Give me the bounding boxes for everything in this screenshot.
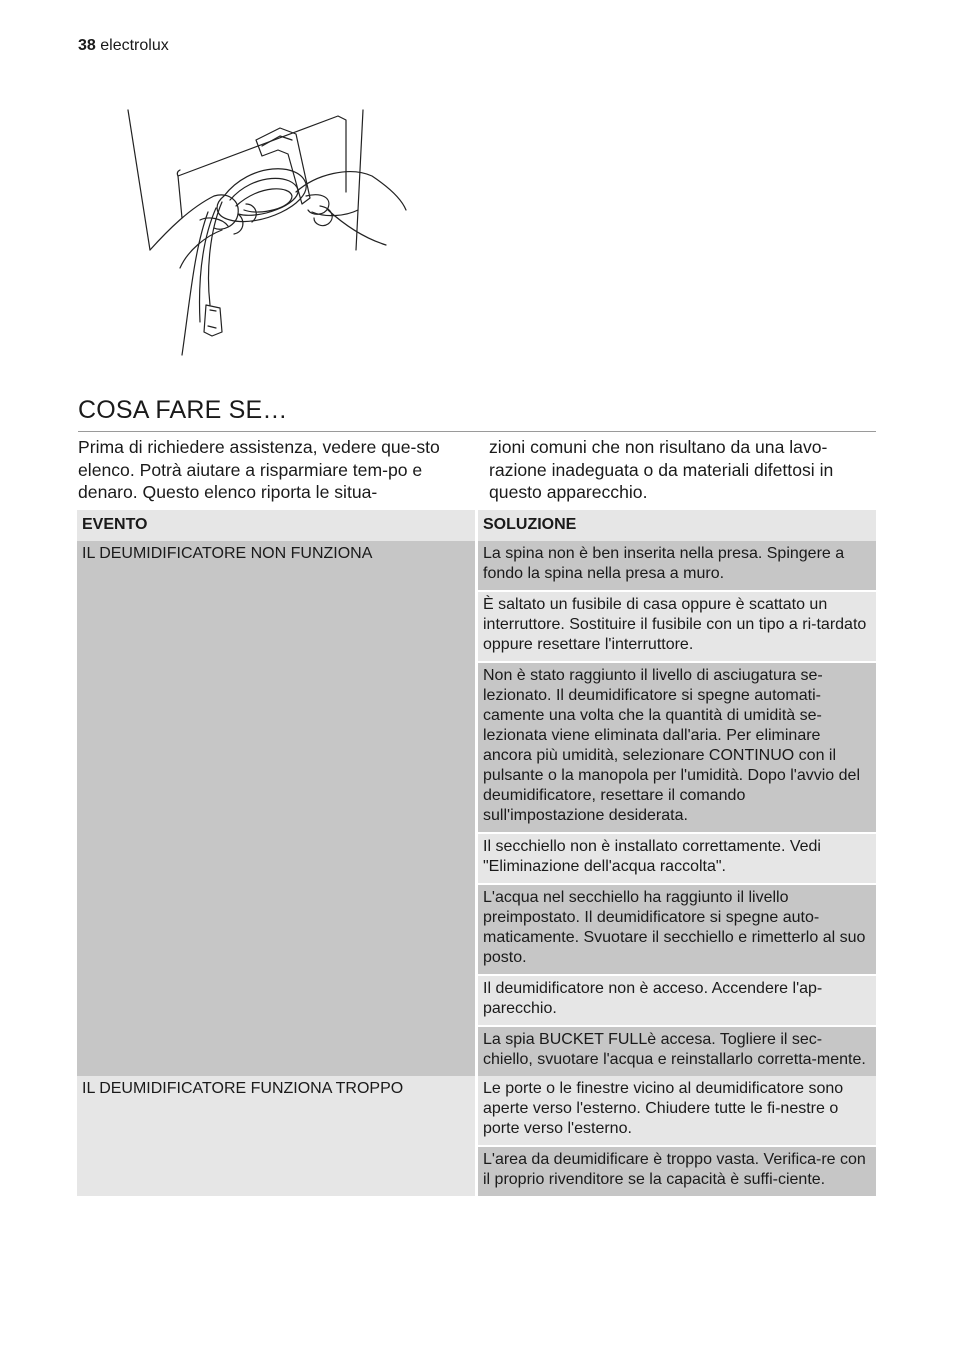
solution-cell: Il secchiello non è installato correttamente. Vedi "Eliminazione dell'acqua raccolta". xyxy=(478,832,876,883)
intro-paragraph-col1: Prima di richiedere assistenza, vedere que-sto elenco. Potrà aiutare a risparmiare tem-po e denaro. Questo elenco riporta le situa- xyxy=(78,437,440,502)
solution-cell: La spia BUCKET FULLè accesa. Togliere il sec-chiello, svuotare l'acqua e reinstallarlo corretta-mente. xyxy=(478,1025,876,1076)
table-header-row xyxy=(77,510,876,541)
solution-cell: Le porte o le finestre vicino al deumidificatore sono aperte verso l'esterno. Chiudere tutte le fi-nestre o porte verso l'esterno. xyxy=(478,1076,876,1145)
troubleshooting-table xyxy=(77,510,876,1196)
page-header xyxy=(78,37,169,55)
solution-cell: L'area da deumidificare è troppo vasta. Verifica-re con il proprio rivenditore se la capacità è suffi-ciente. xyxy=(478,1145,876,1196)
cord-winding-illustration xyxy=(110,100,430,362)
page-number: 38 xyxy=(78,37,96,54)
solution-cell: La spina non è ben inserita nella presa. Spingere a fondo la spina nella presa a muro. xyxy=(478,541,876,590)
event-cell: IL DEUMIDIFICATORE NON FUNZIONA xyxy=(77,541,478,1076)
event-cell: IL DEUMIDIFICATORE FUNZIONA TROPPO xyxy=(77,1076,478,1196)
solution-cell: È saltato un fusibile di casa oppure è scattato un interruttore. Sostituire il fusibile con un tipo a ri-tardato oppure resettare l'interruttore. xyxy=(478,590,876,661)
table-row xyxy=(77,541,876,590)
intro-paragraph-col2: zioni comuni che non risultano da una lavo-razione inadeguata o da materiali difettosi in questo apparecchio. xyxy=(489,437,834,502)
title-divider xyxy=(78,431,876,432)
column-header-event: EVENTO xyxy=(77,510,478,541)
solution-cell: Il deumidificatore non è acceso. Accendere l'ap-parecchio. xyxy=(478,974,876,1025)
section-title: COSA FARE SE… xyxy=(78,396,288,424)
table-row xyxy=(77,1076,876,1145)
column-header-solution: SOLUZIONE xyxy=(478,510,876,541)
brand-name: electrolux xyxy=(100,37,169,54)
solution-cell: Non è stato raggiunto il livello di asciugatura se-lezionato. Il deumidificatore si spegne automati-camente una volta che la quantità di umidità se-lezionata viene eliminata dall'aria. Per eliminare ancora più umidità, selezionare CONTINUO con il pulsante o la manopola per l'umidità. Dopo l'avvio del deumidificatore, resettare il comando sull'impostazione desiderata. xyxy=(478,661,876,832)
solution-cell: L'acqua nel secchiello ha raggiunto il livello preimpostato. Il deumidificatore si spegne auto-maticamente. Svuotare il secchiello e rimetterlo al suo posto. xyxy=(478,883,876,974)
